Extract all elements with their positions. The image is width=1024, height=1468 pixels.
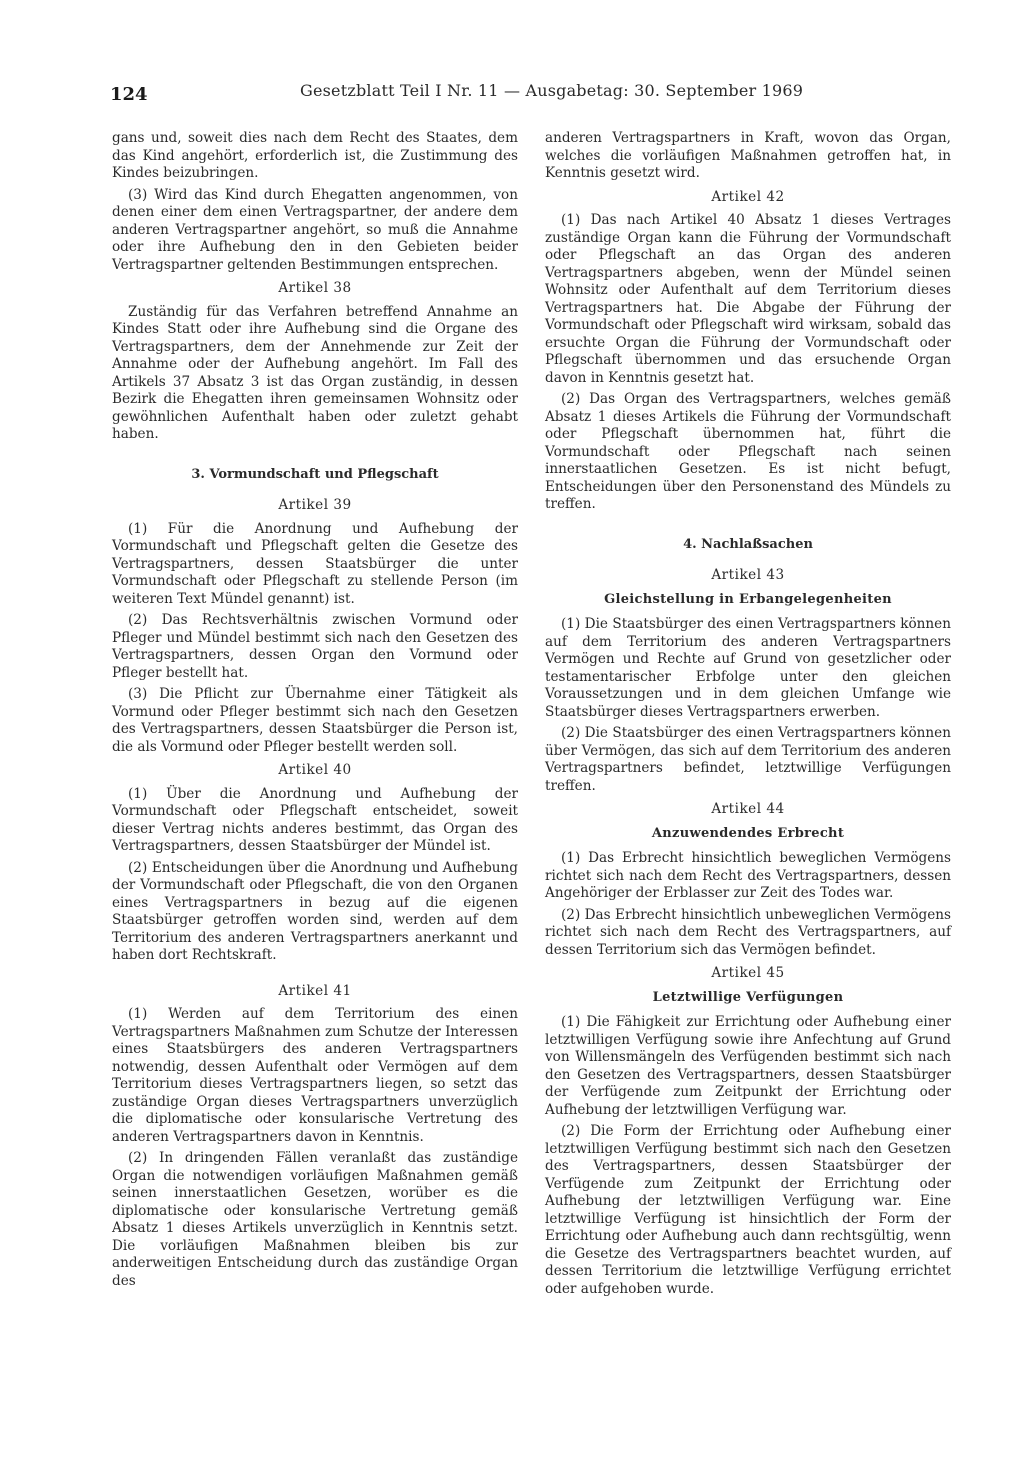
paragraph: (2) Entscheidungen über die Anordnung und Aufhebung der Vormundschaft oder Pflegschaft, die von den Organen eines Vertragspartners in bezug auf die eigenen Staatsbürger getroffen worden sind, werden auf dem Territorium des anderen Vertragspartners anerkannt und haben dort Rechtskraft. (112, 859, 518, 963)
section-title: 3. Vormundschaft und Pflegschaft (191, 466, 439, 482)
paragraph: (3) Wird das Kind durch Ehegatten angenommen, von denen einer dem einen Vertragspartner, der andere dem anderen Vertragspartner angehört, so muß die Annahme oder ihre Aufhebung den in den Gebieten beider Vertragspartner geltenden Bestimmungen entsprechen. (112, 186, 518, 273)
paragraph: (2) Die Staatsbürger des einen Vertragspartners können über Vermögen, das sich auf dem Territorium des anderen Vertragspartners befindet, letztwillige Verfügungen treffen. (545, 725, 951, 794)
paragraph: (2) Die Form der Errichtung oder Aufhebung einer letztwilligen Verfügung bestimmt sich nach den Gesetzen des Vertragspartners, dessen Staatsbürger der Verfügende zum Zeitpunkt der Errichtung oder Aufhebung der letztwilligen Verfügung war. Eine letztwillige Verfügung ist hinsichtlich der Form der Errichtung oder Aufhebung auch dann rechtsgültig, wenn die Gesetze des Vertragspartners beachtet wurden, auf dessen Territorium die letztwillige Verfügung errichtet oder aufgehoben wurde. (545, 1123, 951, 1297)
paragraph: (1) Die Staatsbürger des einen Vertragspartners können auf dem Territorium des anderen Vertragspartners Vermögen und Rechte auf Grund von gesetzlicher oder testamentarischer Erbfolge unter den gleichen Voraussetzungen und in dem gleichen Umfange wie Staatsbürger dieses Vertragspartners erwerben. (545, 616, 951, 720)
paragraph: (1) Über die Anordnung und Aufhebung der Vormundschaft oder Pflegschaft entscheidet, soweit dieser Vertrag nichts anderes bestimmt, das Organ des Vertragspartners, dessen Staatsbürger der Mündel ist. (112, 785, 518, 854)
article-subtitle: Letztwillige Verfügungen (652, 989, 844, 1005)
article-title: Artikel 38 (278, 280, 352, 296)
paragraph: (1) Die Fähigkeit zur Errichtung oder Aufhebung einer letztwilligen Verfügung sowie ihre Anfechtung auf Grund von Willensmängeln des Verfügenden bestimmt sich nach den Gesetzen des Vertragspartners, dessen Staatsbürger der Verfügende zum Zeitpunkt der Errichtung oder Aufhebung der letztwilligen Verfügung war. (545, 1014, 951, 1118)
paragraph: (1) Für die Anordnung und Aufhebung der Vormundschaft und Pflegschaft gelten die Gesetze des Vertragspartners, dessen Staatsbürger die unter Vormundschaft oder Pflegschaft zu stellende Person (im weiteren Text Mündel genannt) ist. (112, 520, 518, 607)
paragraph: (2) In dringenden Fällen veranlaßt das zuständige Organ die notwendigen vorläufigen Maßnahmen gemäß seinen innerstaatlichen Gesetzen, worüber es die diplomatische oder konsularische Vertretung gemäß Absatz 1 dieses Artikels unverzüglich in Kenntnis setzt. Die vorläufigen Maßnahmen bleiben bis zur anderweitigen Entscheidung durch das zuständige Organ des (112, 1150, 518, 1289)
article-title: Artikel 45 (711, 965, 785, 981)
paragraph: Zuständig für das Verfahren betreffend Annahme an Kindes Statt oder ihre Aufhebung sind die Organe des Vertragspartners, dem der Annehmende zur Zeit der Annahme oder der Aufhebung angehört. Im Fall des Artikels 37 Absatz 3 ist das Organ zuständig, in dessen Bezirk die Ehegatten ihren gemeinsamen Wohnsitz oder gewöhnlichen Aufenthalt haben oder zuletzt gehabt haben. (112, 303, 518, 442)
article-title: Artikel 43 (711, 567, 785, 583)
paragraph: (3) Die Pflicht zur Übernahme einer Tätigkeit als Vormund oder Pfleger bestimmt sich nach den Gesetzen des Vertragspartners, dessen Staatsbürger die Person ist, die als Vormund oder Pfleger bestellt werden soll. (112, 686, 518, 755)
paragraph: (2) Das Erbrecht hinsichtlich unbeweglichen Vermögens richtet sich nach dem Recht des Vertragspartners, auf dessen Territorium sich das Vermögen befindet. (545, 906, 951, 958)
right-column (545, 130, 951, 1302)
paragraph: (2) Das Rechtsverhältnis zwischen Vormund oder Pfleger und Mündel bestimmt sich nach den Gesetzen des Vertragspartners, dessen Organ den Vormund oder Pfleger bestellt hat. (112, 612, 518, 681)
article-title: Artikel 41 (278, 982, 352, 999)
article-title: Artikel 42 (711, 188, 785, 205)
paragraph: anderen Vertragspartners in Kraft, wovon das Organ, welches die vorläufigen Maßnahmen getroffen hat, in Kenntnis gesetzt wird. (545, 130, 951, 181)
article-title: Artikel 40 (278, 762, 352, 778)
article-subtitle: Gleichstellung in Erbangelegenheiten (604, 591, 892, 607)
running-title: Gesetzblatt Teil I Nr. 11 — Ausgabetag: 30. September 1969 (300, 81, 804, 100)
page-number: 124 (110, 84, 148, 105)
article-title: Artikel 39 (278, 497, 352, 513)
paragraph: (1) Das nach Artikel 40 Absatz 1 dieses Vertrages zuständige Organ kann die Führung der Vormundschaft oder Pflegschaft an das Organ des anderen Vertragspartners abgeben, wenn der Mündel seinen Wohnsitz oder Aufenthalt auf dem Territorium dieses Vertragspartners hat. Die Abgabe der Führung der Vormundschaft oder Pflegschaft wird wirksam, sobald das ersuchte Organ die Führung der Vormundschaft oder Pflegschaft übernommen und das ersuchende Organ davon in Kenntnis gesetzt hat. (545, 212, 951, 386)
section-title: 4. Nachlaßsachen (683, 536, 813, 552)
paragraph: gans und, soweit dies nach dem Recht des Staates, dem das Kind angehört, erforderlich ist, die Zustimmung des Kindes beizubringen. (112, 130, 518, 181)
left-column (112, 130, 518, 1294)
article-title: Artikel 44 (711, 801, 785, 817)
paragraph: (1) Das Erbrecht hinsichtlich beweglichen Vermögens richtet sich nach dem Recht des Vertragspartners, dessen Angehöriger der Erblasser zur Zeit des Todes war. (545, 850, 951, 901)
article-subtitle: Anzuwendendes Erbrecht (651, 825, 845, 841)
paragraph: (1) Werden auf dem Territorium des einen Vertragspartners Maßnahmen zum Schutze der Interessen eines Staatsbürgers des anderen Vertragspartners notwendig, dessen Aufenthalt oder Vermögen auf dem Territorium dieses Vertragspartners liegen, so setzt das zuständige Organ dieses Vertragspartners unverzüglich die diplomatische oder konsularische Vertretung des anderen Vertragspartners davon in Kenntnis. (112, 1006, 518, 1145)
paragraph: (2) Das Organ des Vertragspartners, welches gemäß Absatz 1 dieses Artikels die Führung der Vormundschaft oder Pflegschaft übernommen hat, führt die Vormundschaft oder Pflegschaft nach seinen innerstaatlichen Gesetzen. Es ist nicht befugt, Entscheidungen über den Personenstand des Mündels zu treffen. (545, 391, 951, 512)
